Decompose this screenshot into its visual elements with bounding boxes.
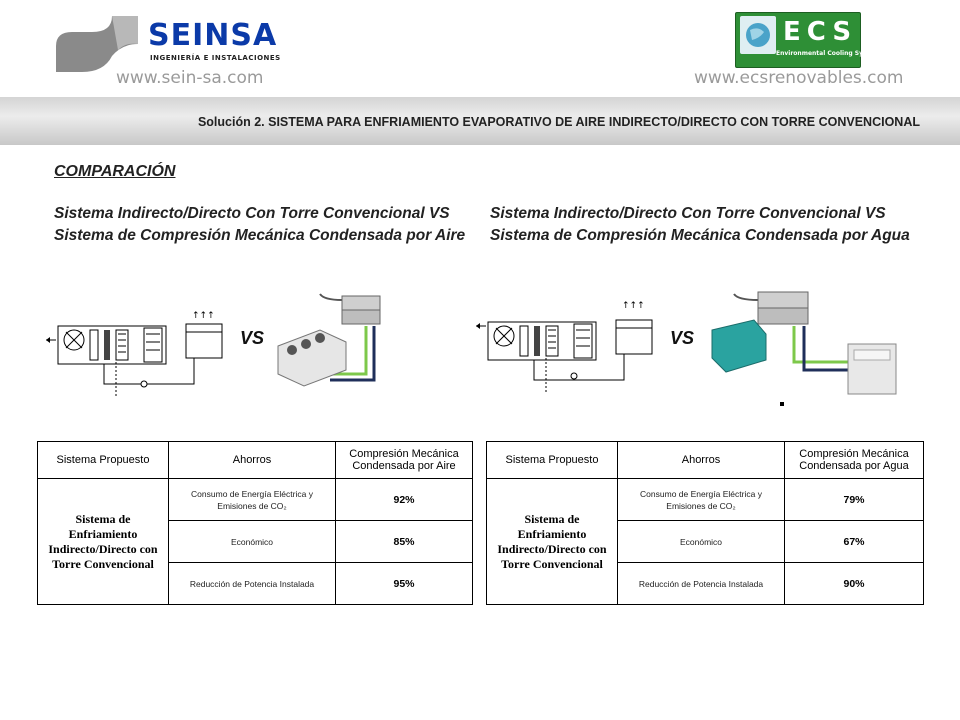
left-comparison-table (37, 441, 473, 605)
svg-text:↑↑↑: ↑↑↑ (622, 301, 645, 311)
value-economic: 85% (336, 521, 473, 563)
header-alternative-system: Compresión Mecánica Condensada por Aire (336, 442, 473, 479)
criterion-energy: Consumo de Energía Eléctrica y Emisiones de CO₂ (618, 479, 785, 521)
ecs-url[interactable]: www.ecsrenovables.com (694, 68, 904, 88)
criterion-power: Reducción de Potencia Instalada (169, 563, 336, 605)
section-title: COMPARACIÓN (54, 163, 176, 180)
svg-text:↑↑↑: ↑↑↑ (192, 311, 215, 321)
left-comparison-title: Sistema Indirecto/Directo Con Torre Convencional VS Sistema de Compresión Mecánica Condensada por Aire (54, 205, 466, 244)
seinsa-tagline: INGENIERÍA E INSTALACIONES (150, 54, 281, 62)
solution-title: Solución 2. SISTEMA PARA ENFRIAMIENTO EVAPORATIVO DE AIRE INDIRECTO/DIRECTO CON TORRE CONVENCIONAL (197, 115, 920, 129)
criterion-economic: Económico (169, 521, 336, 563)
value-power: 90% (785, 563, 924, 605)
seinsa-url[interactable]: www.sein-sa.com (116, 68, 264, 88)
header-savings: Ahorros (618, 442, 785, 479)
seinsa-wordmark: SEINSA (148, 18, 278, 53)
value-energy: 79% (785, 479, 924, 521)
seinsa-logo-mark (52, 12, 144, 76)
header-alternative-system: Compresión Mecánica Condensada por Agua (785, 442, 924, 479)
right-water-cooled-chiller-icon (708, 284, 904, 408)
right-comparison-title: Sistema Indirecto/Directo Con Torre Convencional VS Sistema de Compresión Mecánica Condensada por Agua (490, 205, 910, 244)
criterion-economic: Económico (618, 521, 785, 563)
proposed-system-name: Sistema de Enfriamiento Indirecto/Directo con Torre Convencional (38, 479, 169, 605)
proposed-system-name: Sistema de Enfriamiento Indirecto/Directo con Torre Convencional (487, 479, 618, 605)
ecs-tagline: Environmental Cooling Systems (776, 50, 884, 57)
left-proposed-system-diagram-icon (44, 300, 234, 400)
criterion-power: Reducción de Potencia Instalada (618, 563, 785, 605)
value-economic: 67% (785, 521, 924, 563)
value-energy: 92% (336, 479, 473, 521)
right-vs-label: VS (670, 328, 695, 348)
header-savings: Ahorros (169, 442, 336, 479)
ecs-globe-icon (740, 16, 776, 54)
right-proposed-system-diagram-icon (474, 296, 664, 396)
value-power: 95% (336, 563, 473, 605)
header-proposed-system: Sistema Propuesto (38, 442, 169, 479)
right-comparison-table (486, 441, 924, 605)
left-air-cooled-chiller-icon (270, 286, 386, 390)
ecs-wordmark: ECS (783, 17, 858, 47)
header-proposed-system: Sistema Propuesto (487, 442, 618, 479)
left-vs-label: VS (240, 328, 265, 348)
criterion-energy: Consumo de Energía Eléctrica y Emisiones de CO₂ (169, 479, 336, 521)
